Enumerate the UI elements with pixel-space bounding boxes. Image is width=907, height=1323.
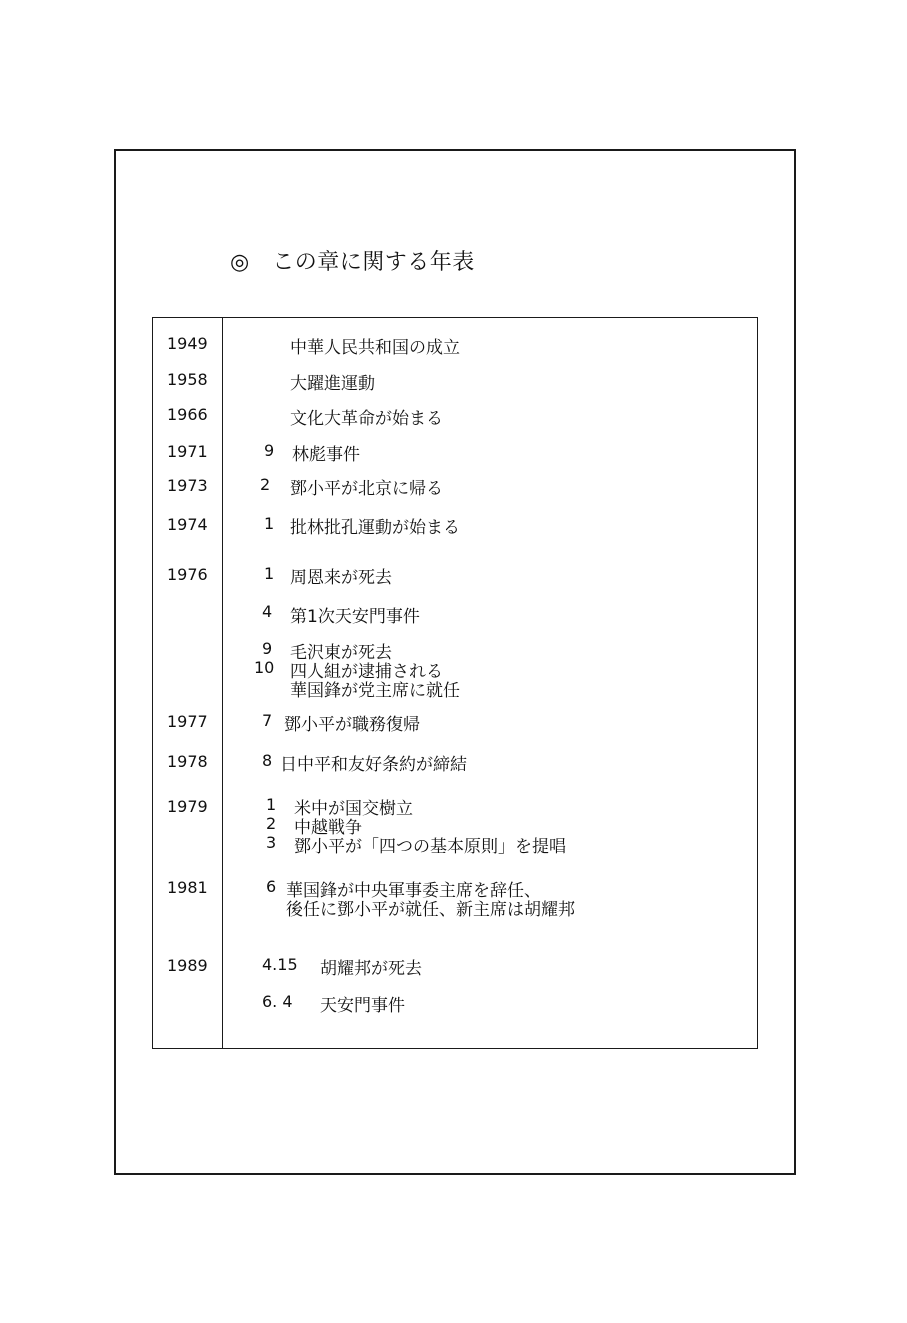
timeline-year: 1949 (167, 334, 208, 353)
page-title (230, 245, 475, 276)
timeline-month: 7 (262, 711, 273, 730)
timeline-year: 1966 (167, 405, 208, 424)
timeline-column-divider (222, 318, 223, 1048)
timeline-event: 第1次天安門事件 (290, 607, 420, 627)
timeline-event: 日中平和友好条約が締結 (280, 755, 467, 775)
timeline-event: 文化大革命が始まる (290, 409, 443, 429)
timeline-event: 毛沢東が死去 (290, 643, 392, 663)
timeline-month: 10 (254, 658, 275, 677)
timeline-month: 4 (262, 602, 273, 621)
timeline-event: 鄧小平が職務復帰 (284, 715, 420, 735)
timeline-month: 4.15 (262, 955, 298, 974)
timeline-event: 華国鋒が党主席に就任 (290, 681, 460, 701)
double-circle-icon: ◎ (230, 250, 250, 275)
timeline-year: 1977 (167, 712, 208, 731)
timeline-year: 1981 (167, 878, 208, 897)
timeline-year: 1976 (167, 565, 208, 584)
timeline-event: 胡耀邦が死去 (320, 959, 422, 979)
timeline-event: 後任に鄧小平が就任、新主席は胡耀邦 (286, 900, 575, 920)
timeline-year: 1958 (167, 370, 208, 389)
timeline-event: 大躍進運動 (290, 374, 375, 394)
timeline-event: 中越戦争 (294, 818, 362, 838)
timeline-year: 1974 (167, 515, 208, 534)
timeline-month: 2 (260, 475, 271, 494)
timeline-year: 1971 (167, 442, 208, 461)
timeline-month: 1 (264, 564, 275, 583)
timeline-event: 周恩来が死去 (290, 568, 392, 588)
timeline-event: 中華人民共和国の成立 (290, 338, 460, 358)
timeline-month: 1 (266, 795, 277, 814)
timeline-month: 1 (264, 514, 275, 533)
timeline-month: 6 (266, 877, 277, 896)
timeline-event: 四人組が逮捕される (290, 662, 443, 682)
timeline-event: 天安門事件 (320, 996, 405, 1016)
timeline-month: 6. 4 (262, 992, 293, 1011)
timeline-year: 1979 (167, 797, 208, 816)
timeline-month: 8 (262, 751, 273, 770)
page-title-text: この章に関する年表 (272, 250, 475, 275)
timeline-event: 米中が国交樹立 (294, 799, 413, 819)
timeline-event: 華国鋒が中央軍事委主席を辞任、 (286, 881, 541, 901)
timeline-month: 3 (266, 833, 277, 852)
timeline-month: 2 (266, 814, 277, 833)
timeline-month: 9 (264, 441, 275, 460)
timeline-year: 1973 (167, 476, 208, 495)
timeline-month: 9 (262, 639, 273, 658)
timeline-event: 鄧小平が北京に帰る (290, 479, 443, 499)
timeline-event: 批林批孔運動が始まる (290, 518, 460, 538)
timeline-event: 鄧小平が「四つの基本原則」を提唱 (294, 837, 566, 857)
timeline-year: 1978 (167, 752, 208, 771)
timeline-year: 1989 (167, 956, 208, 975)
timeline-event: 林彪事件 (292, 445, 360, 465)
